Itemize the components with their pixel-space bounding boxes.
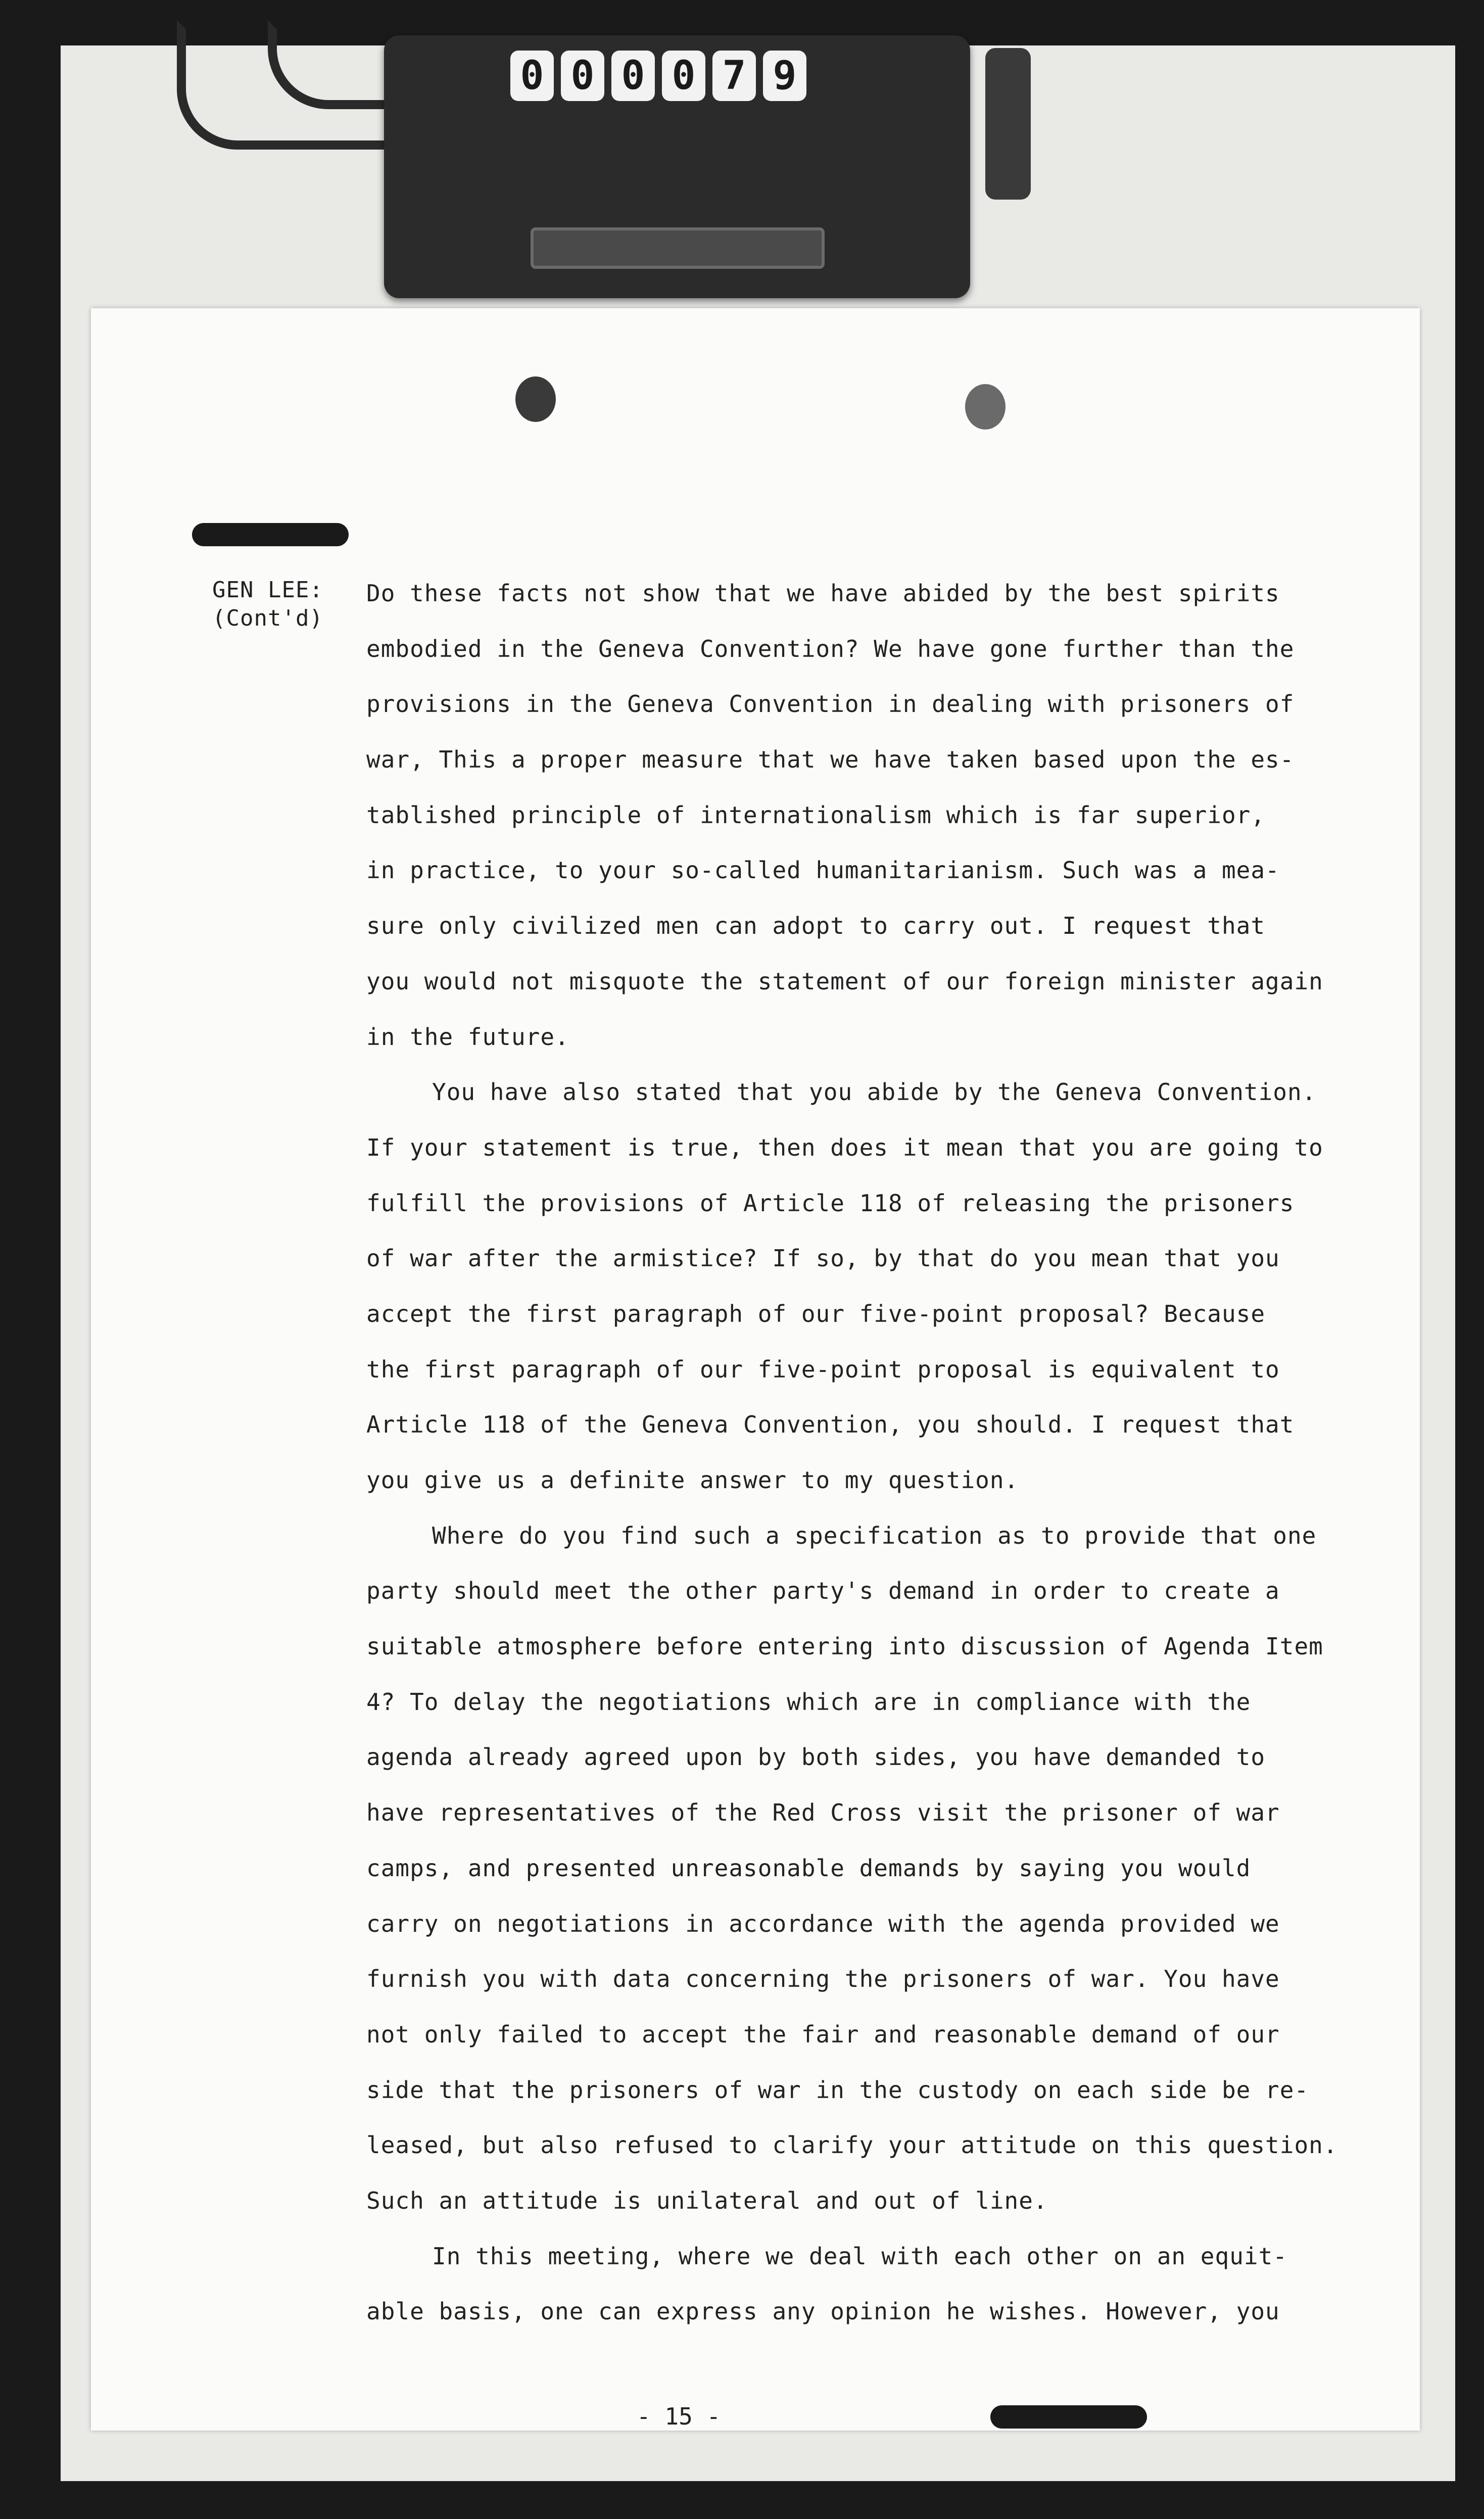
text-line: not only failed to accept the fair and reasonable demand of our [366,2020,1280,2048]
text-line: the first paragraph of our five-point proposal is equivalent to [366,1355,1280,1383]
text-line: you give us a definite answer to my question. [366,1466,1019,1494]
document-page [91,308,1420,2431]
text-line: 4? To delay the negotiations which are in compliance with the [366,1688,1251,1716]
speaker-label [212,576,323,633]
frame-counter-digits [510,51,806,101]
text-line: able basis, one can express any opinion he wishes. However, you [366,2298,1280,2325]
text-line: Article 118 of the Geneva Convention, you should. I request that [366,1411,1295,1439]
text-line: suitable atmosphere before entering into discussion of Agenda Item [366,1633,1323,1660]
text-line: war, This a proper measure that we have taken based upon the es- [366,746,1295,774]
text-line: you would not misquote the statement of our foreign minister again [366,967,1323,995]
text-line: If your statement is true, then does it mean that you are going to [366,1133,1323,1161]
text-line: camps, and presented unreasonable demands by saying you would [366,1854,1251,1882]
text-line: tablished principle of internationalism which is far superior, [366,801,1266,829]
paragraph-start-line: In this meeting, where we deal with each other on an equit- [432,2242,1287,2270]
counter-digit: 0 [561,51,604,101]
speaker-note: (Cont'd) [212,605,323,631]
counter-digit: 0 [510,51,554,101]
text-line: accept the first paragraph of our five-point proposal? Because [366,1300,1266,1327]
paragraph-start-line: Where do you find such a specification as to provide that one [432,1522,1317,1549]
text-line: carry on negotiations in accordance with the agenda provided we [366,1910,1280,1937]
paragraph-start-line: You have also stated that you abide by the Geneva Convention. [432,1078,1317,1106]
document-body [366,566,1372,2340]
frame-counter-device [384,35,970,298]
text-line: fulfill the provisions of Article 118 of releasing the prisoners [366,1189,1295,1217]
text-line: Such an attitude is unilateral and out of line. [366,2187,1048,2214]
redaction-mark [990,2405,1147,2429]
text-line: party should meet the other party's demand in order to create a [366,1577,1280,1605]
speaker-name: GEN LEE: [212,577,323,603]
text-line: of war after the armistice? If so, by that do you mean that you [366,1245,1280,1272]
counter-digit: 0 [611,51,655,101]
text-line: have representatives of the Red Cross visit the prisoner of war [366,1799,1280,1827]
counter-knob [985,48,1031,200]
text-line: Do these facts not show that we have abided by the best spirits [366,580,1280,607]
text-line: in the future. [366,1023,569,1051]
punch-hole [965,384,1006,430]
text-line: furnish you with data concerning the prisoners of war. You have [366,1965,1280,1993]
text-line: sure only civilized men can adopt to carry out. I request that [366,912,1266,940]
text-line: leased, but also refused to clarify your attitude on this question. [366,2131,1338,2159]
text-line: provisions in the Geneva Convention in dealing with prisoners of [366,690,1295,718]
text-line: in practice, to your so-called humanitarianism. Such was a mea- [366,857,1280,884]
text-line: embodied in the Geneva Convention? We have gone further than the [366,635,1295,662]
text-line: side that the prisoners of war in the custody on each side be re- [366,2076,1309,2104]
counter-digit: 0 [662,51,705,101]
counter-nameplate [531,227,825,269]
text-line: agenda already agreed upon by both sides, you have demanded to [366,1743,1266,1771]
page-number: - 15 - [637,2403,721,2430]
counter-digit: 9 [763,51,806,101]
counter-digit: 7 [712,51,756,101]
punch-hole [515,376,556,422]
redaction-mark [192,523,349,546]
